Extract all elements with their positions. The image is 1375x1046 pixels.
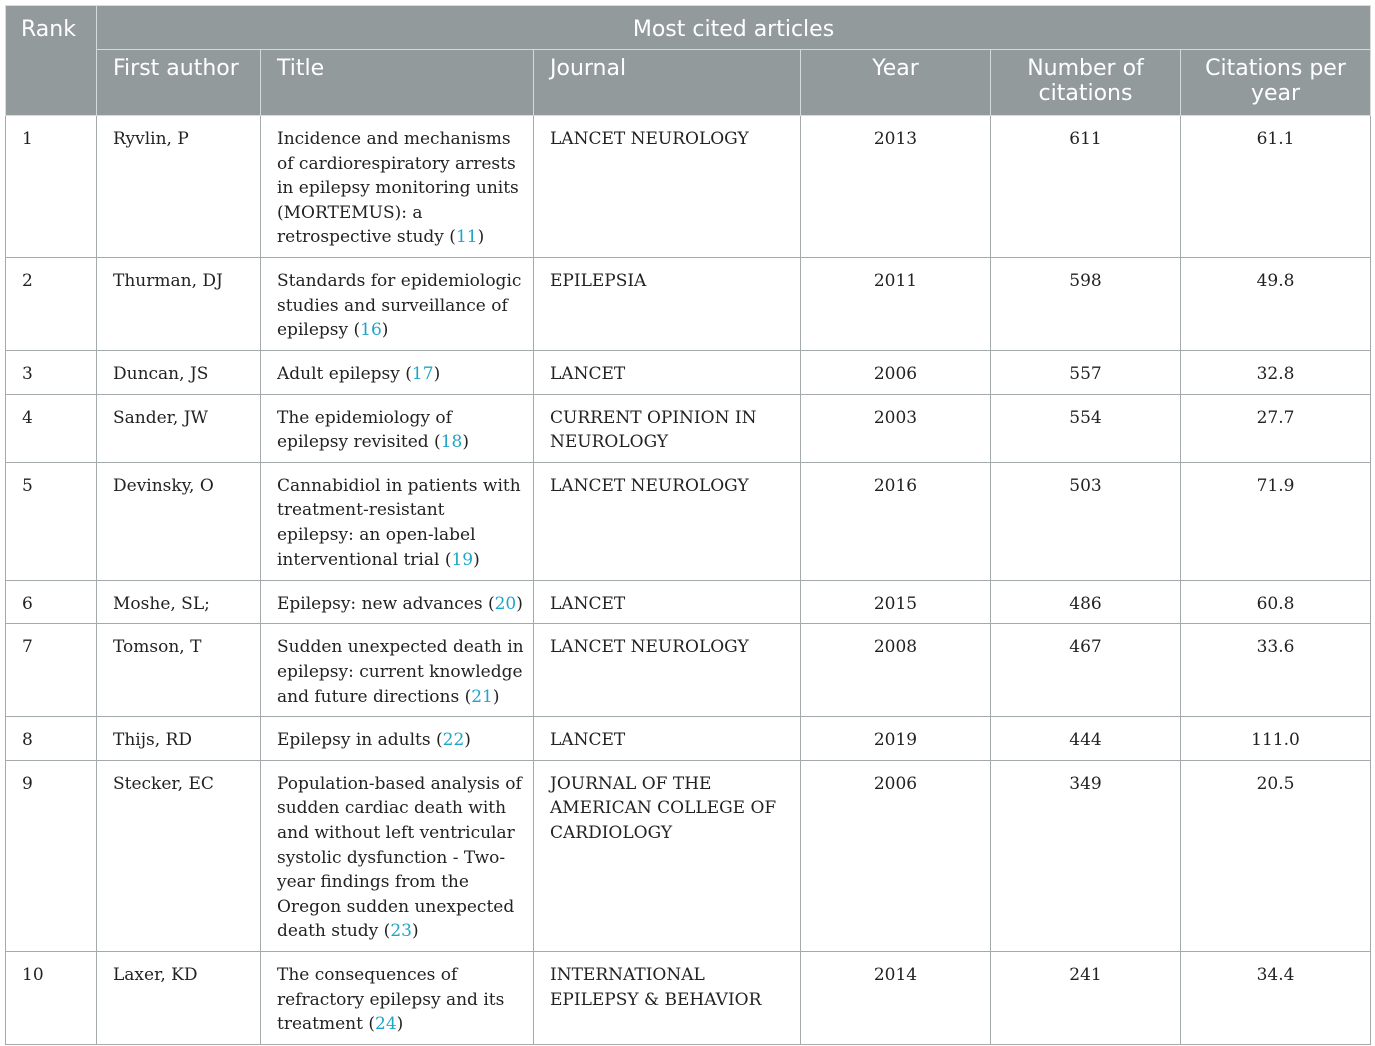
journal-cell: LANCET NEUROLOGY	[534, 462, 801, 580]
article-title: Population-based analysis of sudden cardiac death with and without left ventricular systolic dysfunction - Two-year findings from the Oregon sudden unexpected death study	[277, 773, 522, 942]
header-group-title: Most cited articles	[97, 6, 1371, 50]
article-title: The consequences of refractory epilepsy and its treatment	[277, 964, 505, 1035]
first-author-cell: Stecker, EC	[97, 760, 261, 951]
journal-cell: LANCET	[534, 580, 801, 624]
year-cell: 2016	[801, 462, 991, 580]
header-journal: Journal	[534, 50, 801, 116]
first-author-cell: Devinsky, O	[97, 462, 261, 580]
table-row	[6, 462, 1371, 580]
rank-cell: 7	[6, 624, 97, 717]
title-cell: Epilepsy: new advances (20)	[261, 580, 534, 624]
reference-link[interactable]: 21	[471, 686, 493, 707]
table-row	[6, 624, 1371, 717]
reference-link[interactable]: 19	[451, 549, 474, 570]
citations-per-year-cell: 27.7	[1181, 394, 1371, 462]
citations-per-year-cell: 49.8	[1181, 258, 1371, 351]
article-title: Standards for epidemiologic studies and surveillance of epilepsy	[277, 271, 522, 341]
table-row	[6, 394, 1371, 462]
reference-link[interactable]: 18	[440, 432, 463, 453]
title-cell: Population-based analysis of sudden cardiac death with and without left ventricular systolic dysfunction - Two-year findings from the Oregon sudden unexpected death study (23)	[261, 760, 534, 951]
rank-cell: 3	[6, 351, 97, 395]
citations-per-year-cell: 111.0	[1181, 717, 1371, 761]
table-row	[6, 951, 1371, 1044]
table-wrapper	[5, 5, 1370, 1045]
reference-link[interactable]: 23	[390, 921, 412, 942]
header-rank: Rank	[6, 6, 97, 116]
citations-cell: 611	[991, 116, 1181, 258]
title-cell: Cannabidiol in patients with treatment-resistant epilepsy: an open-label interventional trial (19)	[261, 462, 534, 580]
journal-cell: CURRENT OPINION IN NEUROLOGY	[534, 394, 801, 462]
table-row	[6, 351, 1371, 395]
reference-link[interactable]: 17	[411, 364, 434, 384]
article-title: Cannabidiol in patients with treatment-resistant epilepsy: an open-label interventional trial	[277, 475, 521, 570]
article-title: The epidemiology of epilepsy revisited	[277, 407, 452, 453]
article-title: Incidence and mechanisms of cardiorespiratory arrests in epilepsy monitoring units (MORTEMUS): a retrospective study	[277, 129, 519, 248]
year-cell: 2008	[801, 624, 991, 717]
first-author-cell: Thijs, RD	[97, 717, 261, 761]
rank-cell: 10	[6, 951, 97, 1044]
citations-cell: 241	[991, 951, 1181, 1044]
journal-cell: LANCET NEUROLOGY	[534, 116, 801, 258]
journal-cell: EPILEPSIA	[534, 258, 801, 351]
citations-per-year-cell: 60.8	[1181, 580, 1371, 624]
table-row	[6, 258, 1371, 351]
title-cell: Adult epilepsy (17)	[261, 351, 534, 395]
header-first-author: First author	[97, 50, 261, 116]
year-cell: 2011	[801, 258, 991, 351]
table-row	[6, 580, 1371, 624]
reference-link[interactable]: 24	[375, 1014, 397, 1035]
header-citations-per-year: Citations per year	[1181, 50, 1371, 116]
year-cell: 2013	[801, 116, 991, 258]
reference-link[interactable]: 22	[442, 730, 465, 751]
article-title: Epilepsy: new advances	[277, 593, 483, 614]
citations-cell: 444	[991, 717, 1181, 761]
citations-cell: 349	[991, 760, 1181, 951]
title-cell: The consequences of refractory epilepsy and its treatment (24)	[261, 951, 534, 1044]
article-title: Adult epilepsy	[277, 364, 400, 384]
citations-cell: 557	[991, 351, 1181, 395]
citations-cell: 503	[991, 462, 1181, 580]
first-author-cell: Tomson, T	[97, 624, 261, 717]
journal-cell: LANCET NEUROLOGY	[534, 624, 801, 717]
citations-per-year-cell: 32.8	[1181, 351, 1371, 395]
year-cell: 2019	[801, 717, 991, 761]
rank-cell: 4	[6, 394, 97, 462]
table-row	[6, 116, 1371, 258]
rank-cell: 6	[6, 580, 97, 624]
reference-link[interactable]: 11	[455, 227, 478, 248]
citations-cell: 467	[991, 624, 1181, 717]
title-cell: Epilepsy in adults (22)	[261, 717, 534, 761]
reference-link[interactable]: 16	[360, 320, 382, 341]
table-row	[6, 760, 1371, 951]
title-cell: Sudden unexpected death in epilepsy: current knowledge and future directions (21)	[261, 624, 534, 717]
article-title: Sudden unexpected death in epilepsy: current knowledge and future directions	[277, 637, 524, 707]
first-author-cell: Duncan, JS	[97, 351, 261, 395]
citations-cell: 486	[991, 580, 1181, 624]
header-year: Year	[801, 50, 991, 116]
year-cell: 2006	[801, 760, 991, 951]
title-cell: Incidence and mechanisms of cardiorespiratory arrests in epilepsy monitoring units (MORTEMUS): a retrospective study (11)	[261, 116, 534, 258]
rank-cell: 5	[6, 462, 97, 580]
article-title: Epilepsy in adults	[277, 730, 431, 751]
year-cell: 2014	[801, 951, 991, 1044]
year-cell: 2003	[801, 394, 991, 462]
rank-cell: 8	[6, 717, 97, 761]
citations-per-year-cell: 71.9	[1181, 462, 1371, 580]
citations-per-year-cell: 61.1	[1181, 116, 1371, 258]
rank-cell: 2	[6, 258, 97, 351]
first-author-cell: Moshe, SL;	[97, 580, 261, 624]
table-body	[6, 116, 1371, 1045]
citations-per-year-cell: 20.5	[1181, 760, 1371, 951]
journal-cell: INTERNATIONAL EPILEPSY & BEHAVIOR	[534, 951, 801, 1044]
citations-cell: 554	[991, 394, 1181, 462]
rank-cell: 1	[6, 116, 97, 258]
table-row	[6, 717, 1371, 761]
journal-cell: LANCET	[534, 351, 801, 395]
citations-per-year-cell: 33.6	[1181, 624, 1371, 717]
citations-cell: 598	[991, 258, 1181, 351]
title-cell: Standards for epidemiologic studies and surveillance of epilepsy (16)	[261, 258, 534, 351]
header-title: Title	[261, 50, 534, 116]
reference-link[interactable]: 20	[494, 593, 517, 614]
year-cell: 2006	[801, 351, 991, 395]
most-cited-articles-table	[5, 5, 1371, 1045]
first-author-cell: Thurman, DJ	[97, 258, 261, 351]
first-author-cell: Ryvlin, P	[97, 116, 261, 258]
first-author-cell: Sander, JW	[97, 394, 261, 462]
rank-cell: 9	[6, 760, 97, 951]
header-number-of-citations: Number of citations	[991, 50, 1181, 116]
journal-cell: JOURNAL OF THE AMERICAN COLLEGE OF CARDIOLOGY	[534, 760, 801, 951]
first-author-cell: Laxer, KD	[97, 951, 261, 1044]
year-cell: 2015	[801, 580, 991, 624]
title-cell: The epidemiology of epilepsy revisited (18)	[261, 394, 534, 462]
citations-per-year-cell: 34.4	[1181, 951, 1371, 1044]
journal-cell: LANCET	[534, 717, 801, 761]
